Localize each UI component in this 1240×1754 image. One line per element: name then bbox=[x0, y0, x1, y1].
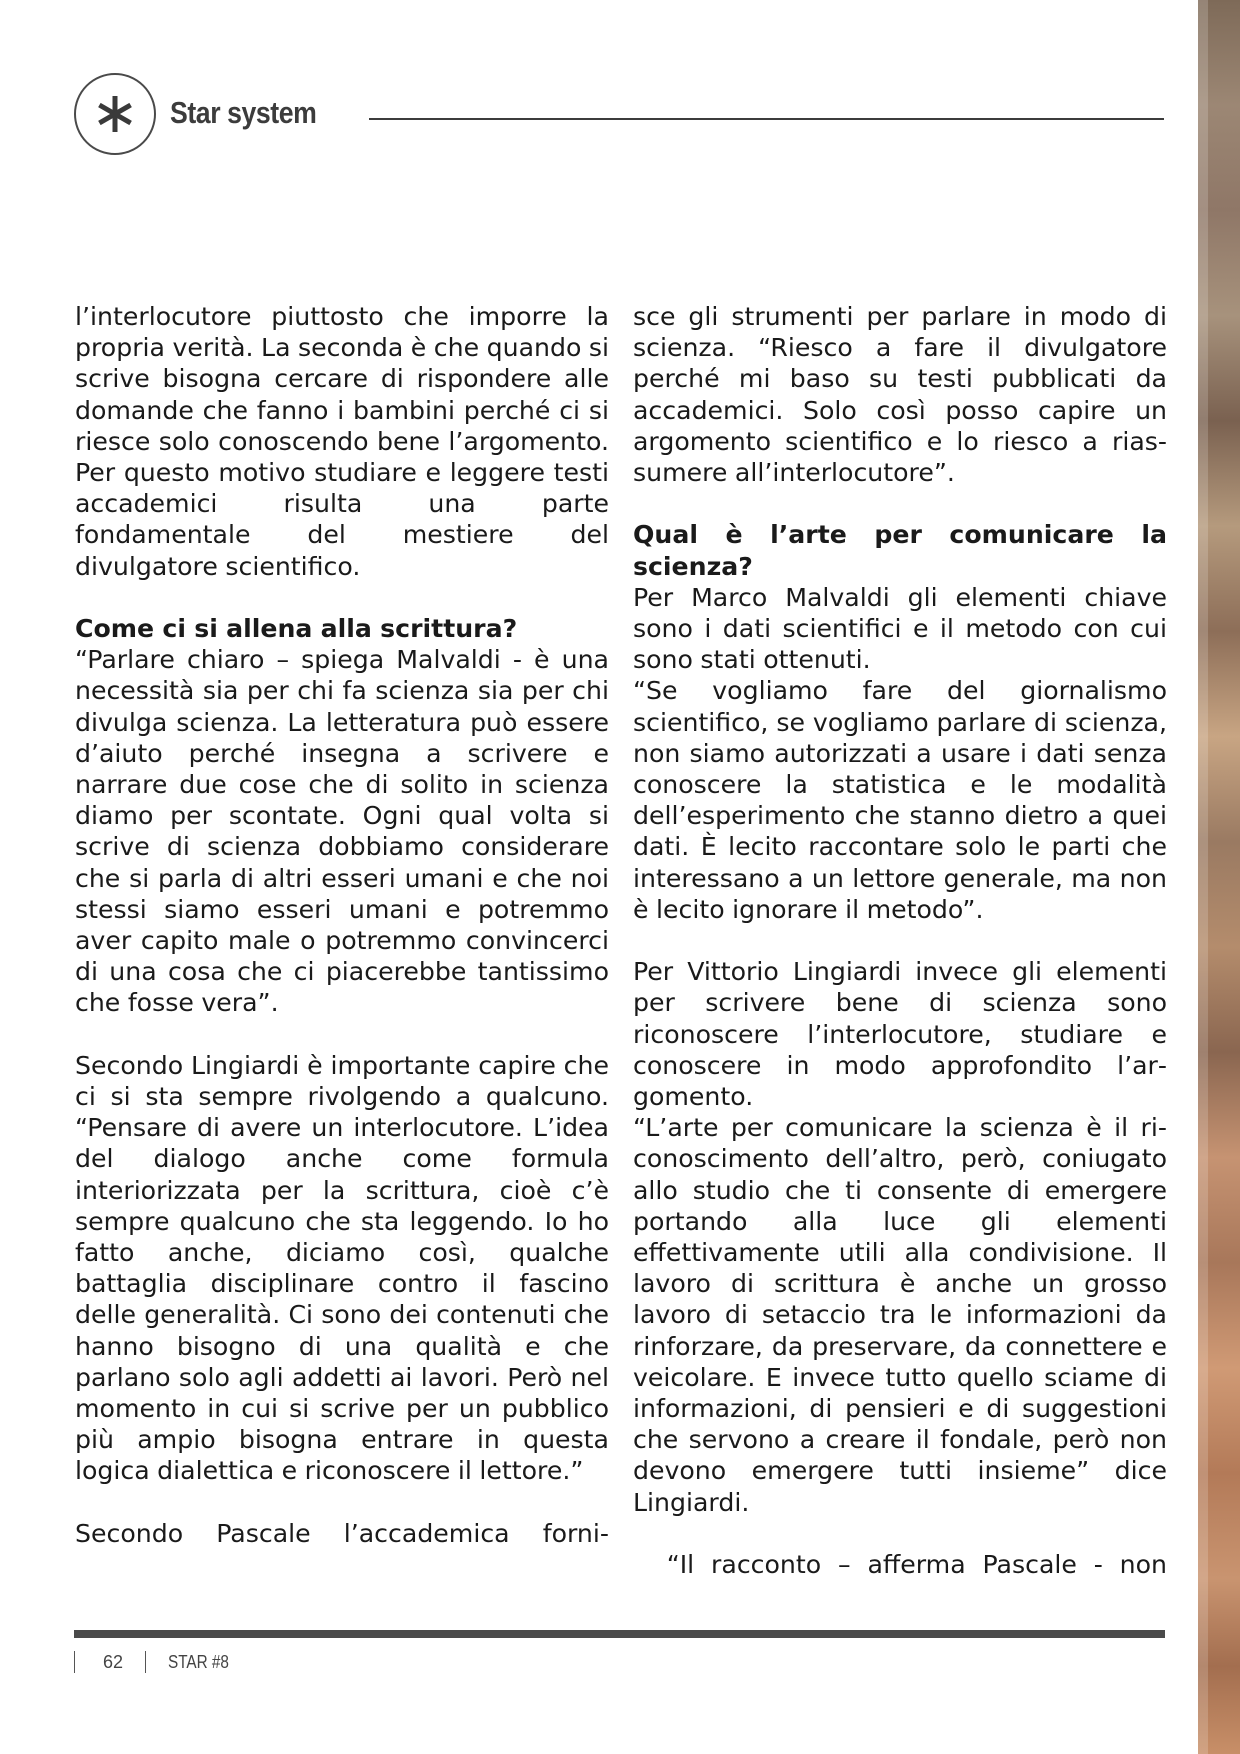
section-logo bbox=[74, 73, 156, 155]
text-column-right bbox=[633, 301, 1167, 1580]
paragraph: “Parlare chiaro – spiega Malvaldi - è una necessità sia per chi fa scienza sia per chi divulga scienza. La letteratura può essere d’aiuto perché insegna a scrivere e narrare due cose che di solito in scienza diamo per scontate. Ogni qual volta si scrive di scienza dobbiamo considerare che si parla di altri esseri umani e che noi stessi siamo esseri umani e potremmo aver capito male o potremmo convincerci di una cosa che ci piacerebbe tantissimo che fosse vera”. bbox=[75, 645, 609, 1018]
page-header bbox=[74, 73, 1164, 159]
paragraph: Secondo Pascale l’accademica forni- bbox=[75, 1518, 609, 1548]
paragraph: “L’arte per comunicare la scienza è il riconoscimento dell’altro, però, coniugato allo studio che ti consente di emergere portando alla luce gli elementi effettivamente utili alla condivisione. Il lavoro di scrittura è anche un grosso lavoro di setaccio tra le informazioni da rinforzare, da preservare, da connettere e veicolare. E invece tutto quello sciame di informazioni, di pensieri e di suggestioni che servono a creare il fondale, però non devono emergere tutti insieme” dice Lingiardi. bbox=[633, 1113, 1167, 1517]
paragraph: Per Marco Malvaldi gli elementi chiave sono i dati scientifici e il metodo con cui sono stati ottenuti. bbox=[633, 582, 1167, 675]
paragraph: l’interlocutore piuttosto che imporre la propria verità. La seconda è che quando si scrive bisogna cercare di rispondere alle domande che fanno i bambini perché ci si riesce solo conoscendo bene l’argomento. Per questo motivo studiare e leggere testi accademici risulta una parte fondamentale del mestiere del divulgatore scientifico. bbox=[75, 302, 609, 581]
text-column-left bbox=[75, 301, 609, 1549]
header-rule bbox=[369, 118, 1164, 120]
paragraph: Secondo Lingiardi è importante capire che ci si sta sempre rivolgendo a qualcuno. “Pensare di avere un interlocutore. L’idea del dialogo anche come formula interiorizzata per la scrittura, cioè c’è sempre qualcuno che sta leggendo. Io ho fatto anche, diciamo così, qualche battaglia disciplinare contro il fascino delle generalità. Ci sono dei contenuti che hanno bisogno di una qualità e che parlano solo agli addetti ai lavori. Però nel momento in cui si scrive per un pubblico più ampio bisogna entrare in questa logica dialettica e riconoscere il lettore.” bbox=[75, 1050, 609, 1486]
page-number: 62 bbox=[103, 1652, 124, 1672]
publication-name: STAR #8 bbox=[168, 1652, 229, 1672]
edge-artwork bbox=[1198, 0, 1240, 1754]
footer-divider bbox=[145, 1651, 146, 1673]
subheading: Come ci si allena alla scrittura? bbox=[75, 614, 518, 644]
section-title: Star system bbox=[170, 95, 317, 130]
paragraph: “Il racconto – afferma Pascale - non bbox=[633, 1550, 1167, 1580]
subheading: Qual è l’arte per comunicare la scienza? bbox=[633, 520, 1167, 581]
paragraph: sce gli strumenti per parlare in modo di scienza. “Riesco a fare il divulgatore perché mi baso su testi pubblicati da accademici. Solo così posso capire un argomento scientifico e lo riesco a riassumere all’interlocutore”. bbox=[633, 302, 1167, 488]
footer-divider bbox=[74, 1651, 75, 1673]
paragraph: Per Vittorio Lingiardi invece gli elementi per scrivere bene di scienza sono riconoscere l’interlocutore, studiare e conoscere in modo approfondito l’argomento. bbox=[633, 957, 1167, 1112]
footer-rule bbox=[74, 1630, 1165, 1638]
paragraph: “Se vogliamo fare del giornalismo scientifico, se vogliamo parlare di scienza, non siamo autorizzati a usare i dati senza conoscere la statistica e le modalità dell’esperimento che stanno dietro a quei dati. È lecito raccontare solo le parti che interessano a un lettore generale, ma non è lecito ignorare il metodo”. bbox=[633, 676, 1167, 924]
